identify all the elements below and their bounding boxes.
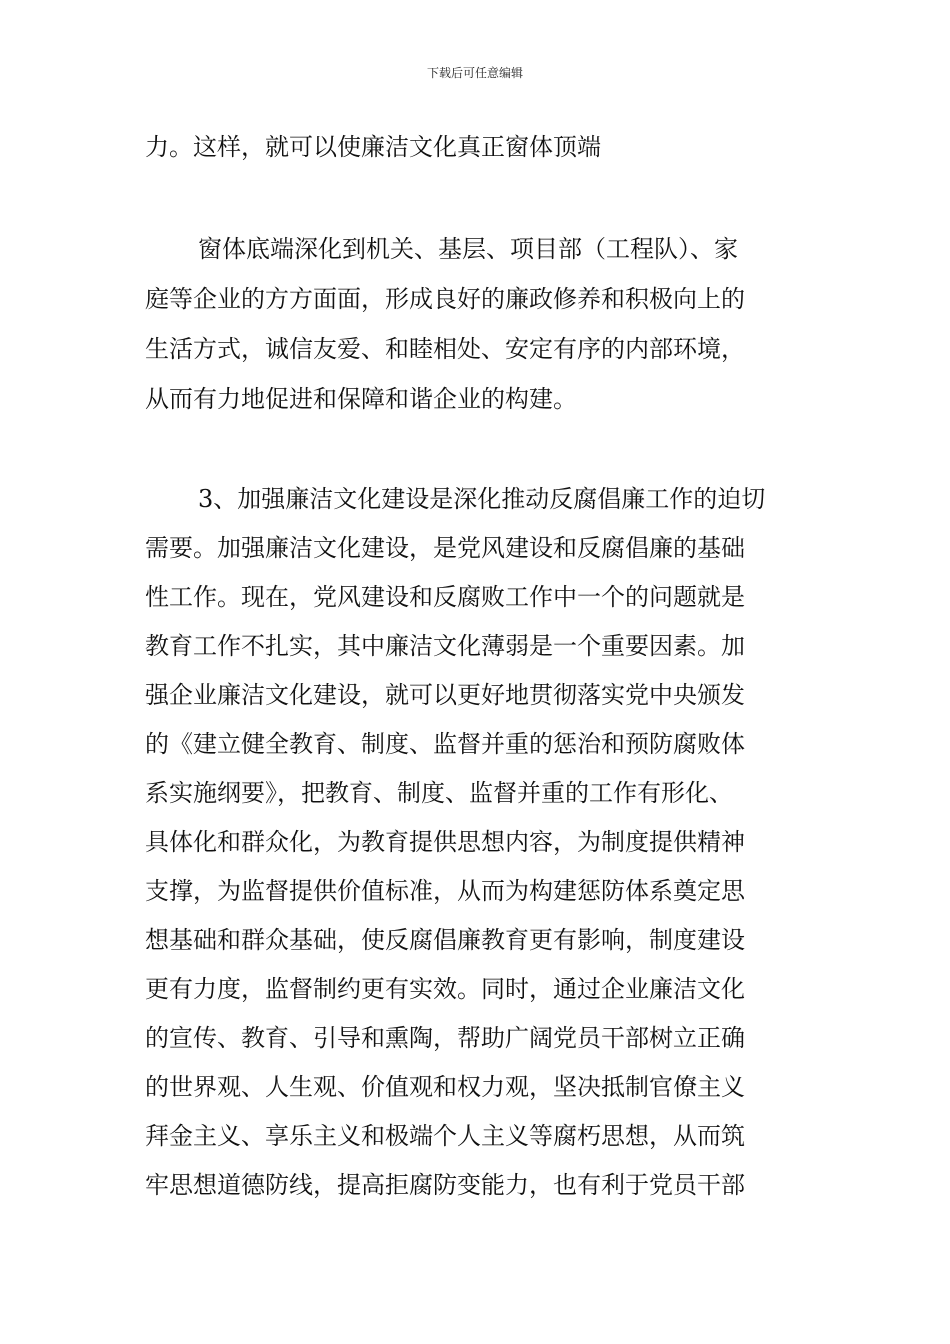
text-line: 教育工作不扎实，其中廉洁文化薄弱是一个重要因素。加 <box>145 632 745 660</box>
paragraph-first-line: 3、加强廉洁文化建设是深化推动反腐倡廉工作的迫切 <box>198 485 766 513</box>
text-line: 生活方式，诚信友爱、和睦相处、安定有序的内部环境， <box>145 335 745 363</box>
paragraph-first-line: 窗体底端深化到机关、基层、项目部（工程队）、家 <box>198 235 738 263</box>
text-line: 系实施纲要》，把教育、制度、监督并重的工作有形化、 <box>145 779 733 807</box>
text-line: 的世界观、人生观、价值观和权力观，坚决抵制官僚主义 <box>145 1073 745 1101</box>
text-line: 想基础和群众基础，使反腐倡廉教育更有影响，制度建设 <box>145 926 745 954</box>
text-line: 具体化和群众化，为教育提供思想内容，为制度提供精神 <box>145 828 745 856</box>
text-line: 性工作。现在，党风建设和反腐败工作中一个的问题就是 <box>145 583 745 611</box>
text-line: 支撑，为监督提供价值标准，从而为构建惩防体系奠定思 <box>145 877 745 905</box>
page-header: 下载后可任意编辑 <box>426 66 523 80</box>
text-line: 的宣传、教育、引导和熏陶，帮助广阔党员干部树立正确 <box>145 1024 745 1052</box>
text-line: 需要。加强廉洁文化建设，是党风建设和反腐倡廉的基础 <box>145 534 745 562</box>
text-line: 从而有力地促进和保障和谐企业的构建。 <box>145 385 577 413</box>
text-line: 牢思想道德防线，提高拒腐防变能力，也有利于党员干部 <box>145 1171 745 1199</box>
text-line: 强企业廉洁文化建设，就可以更好地贯彻落实党中央颁发 <box>145 681 745 709</box>
text-line: 更有力度，监督制约更有实效。同时，通过企业廉洁文化 <box>145 975 745 1003</box>
text-line: 力。这样，就可以使廉洁文化真正窗体顶端 <box>145 133 601 161</box>
text-line: 庭等企业的方方面面，形成良好的廉政修养和积极向上的 <box>145 285 745 313</box>
text-line: 拜金主义、享乐主义和极端个人主义等腐朽思想，从而筑 <box>145 1122 745 1150</box>
text-line: 的《建立健全教育、制度、监督并重的惩治和预防腐败体 <box>145 730 745 758</box>
